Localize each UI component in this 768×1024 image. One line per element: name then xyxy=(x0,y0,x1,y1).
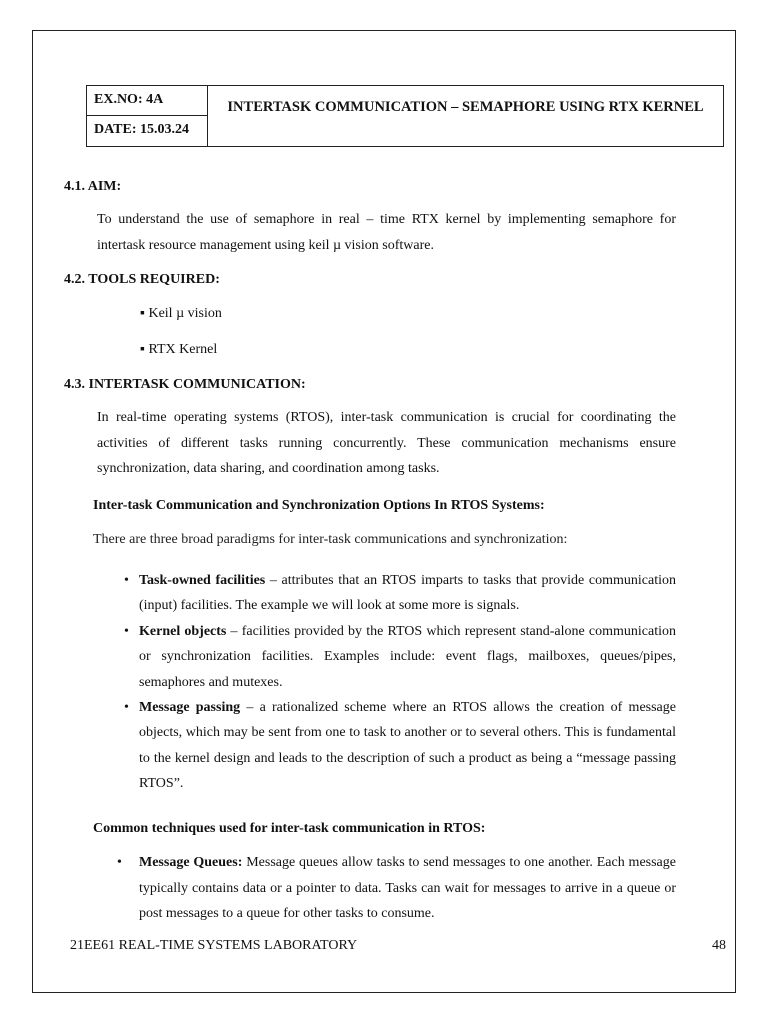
technique-term: Message Queues: xyxy=(139,855,243,870)
tool-item-label: Keil µ vision xyxy=(148,306,222,321)
bullet-square-icon: ▪ xyxy=(140,342,149,357)
bullet-dot-icon: • xyxy=(117,855,122,870)
header-table xyxy=(86,85,724,147)
bullet-dot-icon: • xyxy=(124,573,129,588)
paradigm-term: Message passing xyxy=(139,700,241,715)
techniques-heading: Common techniques used for inter-task communication in RTOS: xyxy=(93,821,486,836)
paradigms-intro: There are three broad paradigms for inter-task communications and synchronization: xyxy=(93,532,568,547)
list-item xyxy=(117,850,676,927)
technique-description: Message queues allow tasks to send messages to one another. Each message typically contains data or a pointer to data. Tasks can wait for messages to arrive in a queue or post messages to a queue for other tasks to consume. xyxy=(139,855,676,921)
intertask-heading: 4.3. INTERTASK COMMUNICATION: xyxy=(64,377,306,392)
exercise-number: EX.NO: 4A xyxy=(87,86,207,116)
bullet-square-icon: ▪ xyxy=(140,306,149,321)
tool-item xyxy=(140,305,222,323)
footer-page-number: 48 xyxy=(712,938,726,953)
tools-heading: 4.2. TOOLS REQUIRED: xyxy=(64,272,220,287)
aim-heading: 4.1. AIM: xyxy=(64,179,122,194)
list-item xyxy=(124,619,676,695)
header-left-column xyxy=(87,86,208,146)
footer-lab-name: 21EE61 REAL-TIME SYSTEMS LABORATORY xyxy=(70,938,358,953)
exercise-title: INTERTASK COMMUNICATION – SEMAPHORE USING RTX KERNEL xyxy=(227,99,704,115)
list-item xyxy=(124,695,676,797)
intertask-intro: In real-time operating systems (RTOS), inter-task communication is crucial for coordinating the activities of different tasks running concurrently. These communication mechanisms ensure synchronization, data sharing, and coordination among tasks. xyxy=(97,410,676,476)
options-heading: Inter-task Communication and Synchronization Options In RTOS Systems: xyxy=(93,498,545,513)
list-item xyxy=(124,568,676,619)
paradigm-term: Kernel objects xyxy=(139,624,227,639)
exercise-date: DATE: 15.03.24 xyxy=(94,122,190,137)
aim-text: To understand the use of semaphore in real – time RTX kernel by implementing semaphore for intertask resource management using keil µ vision software. xyxy=(97,212,676,253)
tool-item xyxy=(140,341,217,359)
paradigm-description: – attributes that an RTOS imparts to tasks that provide communication (input) facilities. The example we will look at some more is signals. xyxy=(139,573,676,614)
paradigm-description: – facilities provided by the RTOS which represent stand-alone communication or synchronization facilities. Examples include: event flags, mailboxes, queues/pipes, semaphores and mutexes. xyxy=(139,624,676,690)
paradigm-term: Task-owned facilities xyxy=(139,573,266,588)
tool-item-label: RTX Kernel xyxy=(148,342,218,357)
paradigm-description: – a rationalized scheme where an RTOS allows the creation of message objects, which may be sent from one to task to another or to several others. This is fundamental to the kernel design and leads to the description of such a product as being a “message passing RTOS”. xyxy=(139,700,676,792)
bullet-dot-icon: • xyxy=(124,624,129,639)
bullet-dot-icon: • xyxy=(124,700,129,715)
